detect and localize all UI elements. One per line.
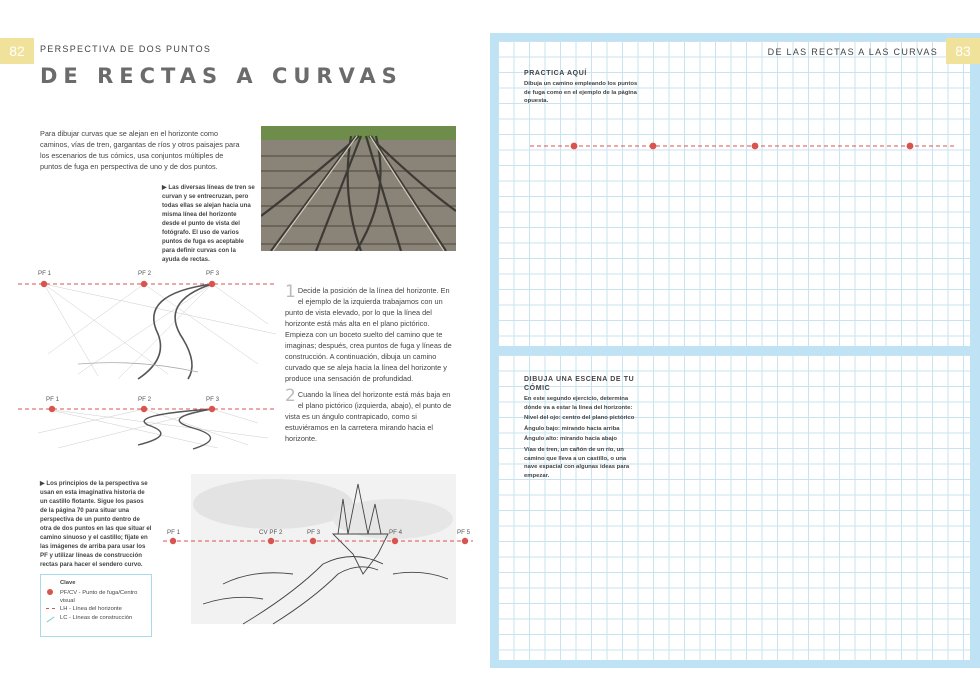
vanishing-point-marker [141, 406, 147, 412]
pf-label: PF 2 [138, 396, 152, 403]
key-title: Clave [60, 580, 76, 586]
vanishing-point-marker [49, 406, 55, 412]
running-head-left: PERSPECTIVA DE DOS PUNTOS [40, 44, 212, 54]
key-legend [40, 574, 152, 637]
vanishing-point-marker [752, 143, 759, 150]
pf-label: PF 1 [38, 270, 52, 277]
vanishing-point-marker [170, 538, 176, 544]
scene-item: Nivel del ojo: centro del plano pictórico [524, 415, 635, 422]
castle-caption: ▶ Los principios de la perspectiva se usan en esta imaginativa historia de un castillo flotante. Sigue los pasos de la página 70 para situar una perspectiva de un punto dentro de otra de dos puntos en las que situar el camino sinuoso y el castillo; fíjate en las imágenes de arriba para usar los PF y utilizar líneas de construcción rectas para hacer el sendero curvo. [40, 480, 152, 568]
railway-photo [261, 126, 456, 251]
pf-label: PF 2 [138, 270, 152, 277]
road-sketch-low-horizon [18, 393, 276, 455]
scene-title: DIBUJA UNA ESCENA DE TU CÓMIC [524, 376, 635, 392]
step-text: Decide la posición de la línea del horizonte. En el ejemplo de la izquierda trabajamos con un punto de vista elevado, por lo que la línea del horizonte está más alta en el plano pictórico. Empieza con un boceto suelto del camino que te imaginas; después, crea puntos de fuga y líneas de construcción. A continuación, dibuja un camino curvado que se aleja hacia la línea del horizonte y produce una sensación de profundidad. [285, 286, 452, 383]
pf-label: PF 3 [206, 396, 220, 403]
vanishing-point-marker [41, 281, 47, 287]
scene-item: Ángulo alto: mirando hacia abajo [524, 436, 617, 443]
vanishing-point-marker [209, 281, 215, 287]
pf-label: CV PF 2 [259, 529, 283, 536]
scene-item: Ángulo bajo: mirando hacia arriba [524, 425, 620, 432]
pf-label: PF 3 [307, 529, 321, 536]
page-title: DE RECTAS A CURVAS [40, 64, 403, 88]
photo-caption: ▶ Las diversas líneas de tren se curvan y se entrecruzan, pero todas ellas se alejan hacia una misma línea del horizonte desde el punto de vista del fotógrafo. El uso de varios puntos de fuga es aceptable para definir curvas con la ayuda de rectas. [162, 184, 255, 263]
road-sketch-high-horizon [18, 264, 276, 382]
pf-label: PF 4 [389, 529, 403, 536]
vanishing-point-marker [907, 143, 914, 150]
pf-label: PF 1 [46, 396, 60, 403]
horizon-line-icon [46, 608, 55, 609]
vanishing-point-marker [310, 538, 316, 544]
right-page [490, 0, 980, 700]
step-number: 1 [285, 282, 296, 302]
step-number: 2 [285, 386, 296, 406]
vanishing-point-icon [47, 589, 53, 595]
practice-text: Dibuja un camino empleando los puntos de fuga como en el ejemplo de la página opuesta. [524, 81, 638, 105]
vanishing-point-marker [571, 143, 578, 150]
step-1 [285, 282, 457, 384]
vanishing-point-marker [462, 538, 468, 544]
key-lh: LH - Línea del horizonte [60, 606, 122, 612]
construction-line-icon [47, 617, 55, 623]
pf-label: PF 3 [206, 270, 220, 277]
page-number-right: 83 [946, 38, 980, 64]
scene-item: Vías de tren, un cañón de un río, un camino que lleva a un castillo, o una nave espacial con algunas ideas para empezar. [524, 446, 630, 479]
key-lc: LC - Líneas de construcción [60, 615, 133, 621]
scene-text [524, 395, 639, 480]
center-of-vision-marker [268, 538, 274, 544]
running-head-right: DE LAS RECTAS A LAS CURVAS [767, 47, 938, 57]
page-number-left: 82 [0, 38, 34, 64]
vanishing-point-marker [209, 406, 215, 412]
vanishing-point-marker [392, 538, 398, 544]
step-text: Cuando la línea del horizonte está más baja en el plano pictórico (izquierda, abajo), el punto de vista es un ángulo contrapicado, como si estuviéramos en la carretera mirando hacia el horizonte. [285, 390, 452, 443]
scene-intro: En este segundo ejercicio, determina dónde va a estar la línea del horizonte: [524, 396, 633, 411]
key-pf: PF/CV - Punto de fuga/Centro visual [60, 590, 138, 604]
floating-castle-illustration [163, 474, 473, 634]
vanishing-point-marker [650, 143, 657, 150]
practice-title: PRACTICA AQUÍ [524, 70, 587, 77]
practice-horizon [530, 140, 955, 152]
intro-paragraph: Para dibujar curvas que se alejan en el horizonte como caminos, vías de tren, gargantas de ríos y otros paisajes para los escenarios de tus cómics, usa conjuntos múltiples de puntos de fuga en perspectiva de uno y de dos puntos. [40, 129, 240, 171]
step-2 [285, 386, 457, 444]
pf-label: PF 1 [167, 529, 181, 536]
pf-label: PF 5 [457, 529, 471, 536]
vanishing-point-marker [141, 281, 147, 287]
